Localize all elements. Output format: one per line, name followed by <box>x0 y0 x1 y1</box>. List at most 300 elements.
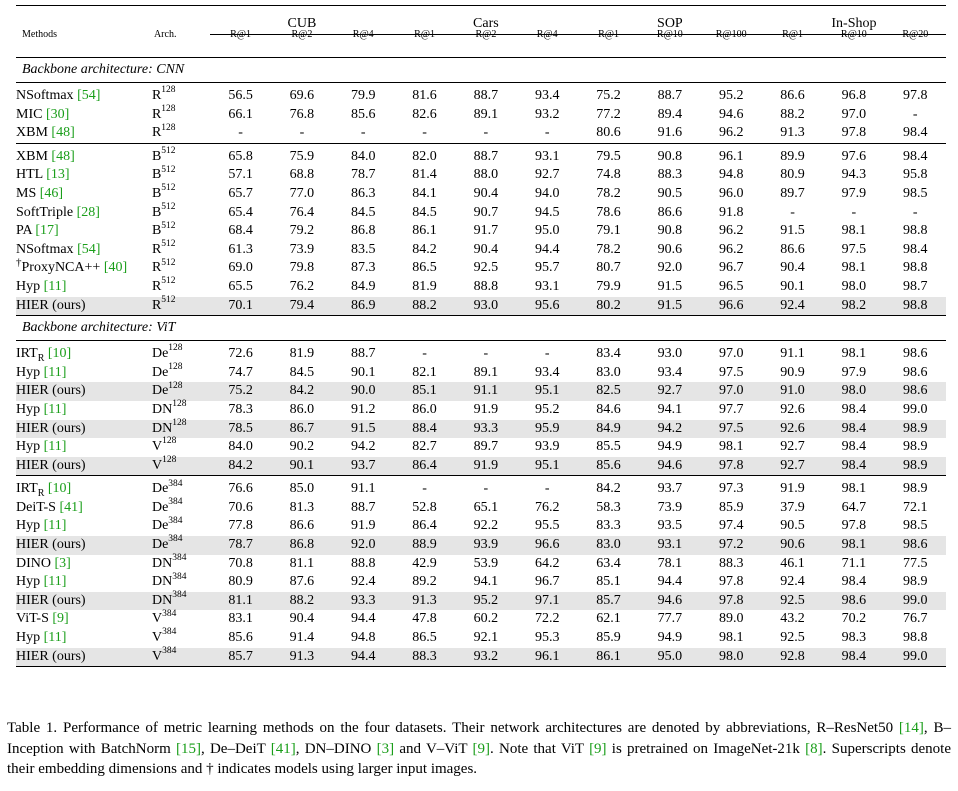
table-row <box>16 278 946 297</box>
citation-link[interactable]: [10] <box>47 346 72 362</box>
value-cell: 84.5 <box>412 204 437 220</box>
arch-name: DN <box>151 592 173 608</box>
value-cell: 93.0 <box>455 297 516 316</box>
method-cell <box>16 536 152 555</box>
method-name: HIER (ours) <box>16 297 86 313</box>
embedding-dim: 128 <box>161 85 176 96</box>
value-cell: 95.5 <box>534 518 560 534</box>
value-cell: 98.4 <box>903 241 928 257</box>
value-cell: 95.2 <box>534 401 560 417</box>
value-cell: 98.8 <box>885 297 946 316</box>
value-cell: 96.8 <box>823 83 884 106</box>
value-cell: 53.9 <box>473 555 499 571</box>
arch-name: V <box>151 630 163 646</box>
arch-cell <box>152 592 210 611</box>
embedding-dim: 512 <box>161 220 176 231</box>
value-cell: 86.4 <box>394 457 455 476</box>
value-cell: 95.1 <box>517 457 578 476</box>
caption-text: . Note that ViT <box>490 740 590 757</box>
method-name: HIER (ours) <box>16 383 86 399</box>
value-cell: 88.9 <box>394 536 455 555</box>
value-cell: 89.0 <box>718 611 744 627</box>
value-cell: 98.4 <box>885 143 946 166</box>
citation-link[interactable]: [48] <box>51 125 75 141</box>
value-cell: - <box>455 341 516 364</box>
value-cell: 93.9 <box>534 439 560 455</box>
value-cell: 88.0 <box>473 167 499 183</box>
value-cell: 77.5 <box>903 555 928 571</box>
method-name: Hyp <box>16 439 41 455</box>
value-cell: 92.0 <box>657 260 683 276</box>
method-name: HIER (ours) <box>16 648 86 664</box>
table-row <box>16 204 946 223</box>
method-cell <box>16 166 152 185</box>
value-cell: 90.6 <box>762 536 823 555</box>
value-cell: 98.7 <box>903 278 928 294</box>
value-cell: 73.9 <box>289 241 315 257</box>
value-cell: 52.8 <box>412 499 437 515</box>
value-cell: 88.8 <box>350 555 376 571</box>
value-cell: 86.0 <box>289 401 315 417</box>
value-cell: 91.9 <box>350 518 376 534</box>
value-cell: 98.4 <box>841 439 867 455</box>
value-cell: 86.6 <box>657 204 683 220</box>
value-cell: 92.4 <box>350 574 376 590</box>
value-cell: 94.4 <box>657 574 683 590</box>
method-cell <box>16 401 152 420</box>
value-cell: 89.7 <box>780 185 805 201</box>
value-cell: 88.2 <box>780 106 805 122</box>
value-cell: 91.9 <box>455 457 516 476</box>
dataset-header-cars: Cars <box>394 8 578 35</box>
table-row <box>16 106 946 125</box>
value-cell: 93.2 <box>455 648 516 667</box>
citation-link[interactable]: [54] <box>77 241 101 257</box>
citation-link[interactable]: [54] <box>77 88 101 103</box>
value-cell: 93.2 <box>534 106 560 122</box>
citation-link[interactable]: [11] <box>43 630 67 646</box>
citation-link[interactable]: [11] <box>43 439 67 455</box>
value-cell: 95.3 <box>534 630 560 646</box>
citation-link[interactable]: [3] <box>54 555 71 571</box>
method-cell <box>16 256 152 278</box>
value-cell: 98.1 <box>841 260 867 276</box>
method-name: Hyp <box>16 278 41 294</box>
value-cell: 85.1 <box>596 574 621 590</box>
citation-link[interactable]: [14] <box>898 720 924 736</box>
method-cell <box>16 648 152 667</box>
value-cell: - <box>394 124 455 143</box>
method-name: NSoftmax <box>16 88 74 103</box>
method-cell <box>16 83 152 106</box>
citation-link[interactable]: [11] <box>43 401 67 417</box>
citation-link[interactable]: [11] <box>43 518 67 534</box>
value-cell: 85.9 <box>596 630 621 646</box>
value-cell: 81.3 <box>289 499 315 515</box>
embedding-dim: 384 <box>168 497 183 508</box>
method-name: Hyp <box>16 364 41 380</box>
value-cell: 91.9 <box>762 476 823 499</box>
value-cell: 89.7 <box>473 439 499 455</box>
table-row <box>16 297 946 316</box>
table-row <box>16 185 946 204</box>
method-cell <box>16 499 152 518</box>
value-cell: 77.8 <box>228 518 253 534</box>
value-cell: 97.5 <box>718 364 744 380</box>
value-cell: 87.3 <box>350 260 376 276</box>
value-cell: 91.1 <box>333 476 394 499</box>
value-cell: 85.6 <box>578 457 639 476</box>
value-cell: 70.2 <box>841 611 867 627</box>
value-cell: - <box>455 124 516 143</box>
value-cell: 80.9 <box>228 574 253 590</box>
value-cell: 77.7 <box>657 611 683 627</box>
value-cell: 75.2 <box>210 382 271 401</box>
value-cell: 98.9 <box>903 439 928 455</box>
value-cell: 86.6 <box>780 241 805 257</box>
value-cell: 98.1 <box>718 439 744 455</box>
table-row <box>16 83 946 106</box>
value-cell: 76.6 <box>210 476 271 499</box>
value-cell: 92.0 <box>333 536 394 555</box>
value-cell: 74.7 <box>228 364 253 380</box>
value-cell: 78.1 <box>657 555 683 571</box>
value-cell: - <box>455 476 516 499</box>
value-cell: 97.8 <box>841 518 867 534</box>
value-cell: 92.7 <box>762 457 823 476</box>
results-table <box>16 8 946 667</box>
value-cell: 91.3 <box>271 648 332 667</box>
arch-name: De <box>151 537 169 553</box>
value-cell: 90.1 <box>780 278 805 294</box>
value-cell: 70.1 <box>210 297 271 316</box>
value-cell: 83.3 <box>596 518 621 534</box>
value-cell: 85.5 <box>596 439 621 455</box>
value-cell: - <box>271 124 332 143</box>
value-cell: 91.2 <box>350 401 376 417</box>
value-cell: 98.9 <box>903 574 928 590</box>
value-cell: 76.2 <box>534 499 560 515</box>
method-cell <box>16 143 152 166</box>
embedding-dim: 128 <box>168 343 183 354</box>
arch-cell <box>152 143 210 166</box>
value-cell: 91.9 <box>473 401 499 417</box>
value-cell: 98.4 <box>841 401 867 417</box>
value-cell: 98.2 <box>823 297 884 316</box>
value-cell: 78.2 <box>596 241 621 257</box>
metric-header: R@10 <box>840 29 867 40</box>
arch-name: De <box>151 346 169 362</box>
citation-link[interactable]: [3] <box>376 740 395 757</box>
citation-link[interactable]: [9] <box>589 740 607 757</box>
value-cell: 65.1 <box>473 499 499 515</box>
embedding-dim: 384 <box>172 590 187 601</box>
method-cell <box>16 297 152 316</box>
citation-link[interactable]: [11] <box>43 364 67 380</box>
value-cell: 98.5 <box>903 518 928 534</box>
citation-link[interactable]: [46] <box>39 185 64 201</box>
value-cell: 88.4 <box>394 420 455 439</box>
method-name: ProxyNCA++ <box>21 260 101 276</box>
section-header-row <box>16 58 946 83</box>
table-row <box>16 259 946 278</box>
value-cell: 78.6 <box>596 204 621 220</box>
value-cell: 98.9 <box>885 476 946 499</box>
value-cell: 56.5 <box>210 83 271 106</box>
value-cell: 88.3 <box>657 167 683 183</box>
value-cell: 84.2 <box>271 382 332 401</box>
method-subscript: R <box>37 352 45 364</box>
value-cell: 94.1 <box>657 401 683 417</box>
citation-link[interactable]: [11] <box>43 278 67 294</box>
value-cell: 64.2 <box>534 555 560 571</box>
method-cell <box>16 124 152 143</box>
value-cell: 91.0 <box>762 382 823 401</box>
value-cell: 91.3 <box>762 124 823 143</box>
value-cell: 96.6 <box>517 536 578 555</box>
value-cell: 62.1 <box>596 611 621 627</box>
value-cell: 72.2 <box>534 611 560 627</box>
arch-cell <box>152 222 210 241</box>
value-cell: 75.2 <box>578 83 639 106</box>
citation-link[interactable]: [10] <box>47 481 72 497</box>
value-cell: 86.6 <box>762 83 823 106</box>
arch-name: V <box>151 611 163 627</box>
value-cell: 68.8 <box>289 167 315 183</box>
value-cell: 88.7 <box>455 83 516 106</box>
value-cell: 93.1 <box>534 278 560 294</box>
method-cell <box>16 364 152 383</box>
citation-link[interactable]: [28] <box>76 204 100 220</box>
method-name: PA <box>16 223 32 239</box>
embedding-dim: 384 <box>168 478 183 489</box>
arch-name: R <box>151 297 162 313</box>
table-row <box>16 341 946 364</box>
metric-header: R@2 <box>291 29 313 40</box>
value-cell: 94.6 <box>639 457 700 476</box>
value-cell: 83.0 <box>596 364 621 380</box>
arch-cell <box>152 278 210 297</box>
value-cell: 80.7 <box>596 260 621 276</box>
value-cell: 91.5 <box>639 297 700 316</box>
value-cell: 84.5 <box>289 364 315 380</box>
value-cell: 87.6 <box>289 574 315 590</box>
value-cell: 98.6 <box>885 536 946 555</box>
value-cell: 85.6 <box>350 106 376 122</box>
method-name: HIER (ours) <box>16 457 86 473</box>
metric-header: R@1 <box>414 29 435 40</box>
section-label <box>16 316 946 341</box>
value-cell: 82.7 <box>412 439 437 455</box>
value-cell: 90.7 <box>473 204 499 220</box>
arch-name: DN <box>151 574 173 590</box>
value-cell: 86.8 <box>271 536 332 555</box>
citation-link[interactable]: [9] <box>472 740 491 757</box>
value-cell: 84.9 <box>350 278 376 294</box>
arch-name: De <box>151 481 169 497</box>
value-cell: 94.8 <box>718 167 744 183</box>
value-cell: 98.4 <box>823 457 884 476</box>
arch-name: B <box>151 223 162 239</box>
value-cell: 97.0 <box>701 382 762 401</box>
citation-link[interactable]: [40] <box>103 260 128 276</box>
section-label-name: : CNN <box>148 61 185 77</box>
value-cell: 97.7 <box>718 401 744 417</box>
method-cell <box>16 278 152 297</box>
value-cell: - <box>517 341 578 364</box>
value-cell: 97.4 <box>718 518 744 534</box>
metric-header: R@4 <box>536 29 558 40</box>
value-cell: - <box>912 106 918 122</box>
value-cell: 89.1 <box>473 106 499 122</box>
value-cell: 86.9 <box>333 297 394 316</box>
table-row <box>16 555 946 574</box>
value-cell: 43.2 <box>780 611 805 627</box>
value-cell: 94.6 <box>718 106 744 122</box>
value-cell: 98.4 <box>823 648 884 667</box>
value-cell: 90.0 <box>333 382 394 401</box>
value-cell: 97.6 <box>823 143 884 166</box>
value-cell: 84.0 <box>333 143 394 166</box>
citation-link[interactable]: [17] <box>35 223 59 239</box>
value-cell: 61.3 <box>228 241 253 257</box>
table-row <box>16 536 946 555</box>
arch-cell <box>152 401 210 420</box>
section-label <box>16 58 946 83</box>
arch-cell <box>151 201 210 223</box>
value-cell: 77.2 <box>596 106 621 122</box>
value-cell: 98.9 <box>885 457 946 476</box>
value-cell: 86.8 <box>350 223 376 239</box>
arch-cell <box>151 417 210 439</box>
citation-link[interactable]: [30] <box>45 106 70 122</box>
method-name: Hyp <box>16 401 41 417</box>
value-cell: 83.0 <box>578 536 639 555</box>
citation-link[interactable]: [8] <box>805 740 823 757</box>
method-cell <box>16 222 152 241</box>
value-cell: 98.0 <box>841 278 867 294</box>
value-cell: 74.8 <box>596 167 621 183</box>
value-cell: 81.4 <box>412 167 437 183</box>
caption-text: , B–Inception with BatchNorm <box>7 720 951 757</box>
value-cell: 97.9 <box>841 364 867 380</box>
embedding-dim: 512 <box>161 201 176 212</box>
arch-name: B <box>151 185 162 201</box>
embedding-dim: 128 <box>162 436 177 447</box>
method-name: SoftTriple <box>16 204 74 220</box>
value-cell: 97.5 <box>841 241 867 257</box>
value-cell: 98.4 <box>841 574 867 590</box>
arch-name: B <box>151 204 162 220</box>
dagger-mark: † <box>16 256 22 269</box>
value-cell: 94.4 <box>534 241 560 257</box>
arch-cell <box>151 294 210 316</box>
method-cell <box>16 106 152 125</box>
dataset-header-inshop: In-Shop <box>762 8 946 35</box>
method-cell <box>16 592 152 611</box>
arch-header: Arch. <box>153 29 177 40</box>
metric-header: R@2 <box>475 29 497 40</box>
arch-name: De <box>151 364 169 380</box>
arch-cell <box>152 629 210 648</box>
method-cell <box>16 517 152 536</box>
arch-name: De <box>151 499 169 515</box>
method-name: IRT <box>16 481 38 497</box>
value-cell: 84.2 <box>412 241 437 257</box>
value-cell: 92.5 <box>473 260 499 276</box>
value-cell: - <box>210 124 271 143</box>
value-cell: 86.4 <box>412 518 437 534</box>
arch-name: DN <box>151 420 173 436</box>
embedding-dim: 384 <box>168 534 183 545</box>
caption-text: and V–ViT <box>394 740 473 757</box>
caption-text: is pretrained on ImageNet-21k <box>606 740 806 757</box>
value-cell: 84.5 <box>350 204 376 220</box>
value-cell: 95.0 <box>534 223 560 239</box>
embedding-dim: 512 <box>161 146 176 157</box>
value-cell: 88.2 <box>271 592 332 611</box>
value-cell: 76.8 <box>289 106 315 122</box>
value-cell: 84.1 <box>412 185 437 201</box>
citation-link[interactable]: [15] <box>175 740 201 757</box>
value-cell: 81.1 <box>210 592 271 611</box>
value-cell: 98.9 <box>885 420 946 439</box>
value-cell: 93.9 <box>455 536 516 555</box>
value-cell: 79.9 <box>596 278 621 294</box>
method-cell <box>16 476 152 499</box>
embedding-dim: 384 <box>162 608 177 619</box>
arch-name: R <box>151 125 162 141</box>
value-cell: 42.9 <box>412 555 437 571</box>
value-cell: 93.4 <box>517 83 578 106</box>
value-cell: 72.1 <box>903 499 928 515</box>
table-row <box>16 124 946 143</box>
value-cell: 86.0 <box>412 401 437 417</box>
value-cell: 81.9 <box>412 278 437 294</box>
value-cell: 76.4 <box>289 204 315 220</box>
value-cell: - <box>333 124 394 143</box>
value-cell: 91.6 <box>639 124 700 143</box>
value-cell: 94.6 <box>639 592 700 611</box>
metric-header: R@100 <box>715 29 747 40</box>
value-cell: 81.6 <box>394 83 455 106</box>
value-cell: 97.1 <box>517 592 578 611</box>
value-cell: 95.0 <box>639 648 700 667</box>
citation-link[interactable]: [41] <box>270 740 296 757</box>
table-top-rule <box>16 5 946 6</box>
value-cell: 79.5 <box>578 143 639 166</box>
value-cell: 94.8 <box>350 630 376 646</box>
citation-link[interactable]: [41] <box>59 499 83 515</box>
table-row <box>16 401 946 420</box>
table-row <box>16 517 946 536</box>
citation-link[interactable]: [11] <box>43 574 67 590</box>
citation-link[interactable]: [48] <box>51 148 75 164</box>
value-cell: 65.4 <box>228 204 253 220</box>
value-cell: 82.0 <box>394 143 455 166</box>
citation-link[interactable]: [9] <box>52 611 69 627</box>
value-cell: 84.6 <box>596 401 621 417</box>
method-name: DeiT-S <box>16 499 56 515</box>
arch-name: De <box>151 383 169 399</box>
table-caption <box>7 718 951 780</box>
value-cell: 98.1 <box>823 341 884 364</box>
value-cell: 90.4 <box>473 185 499 201</box>
value-cell: 88.3 <box>394 648 455 667</box>
method-cell <box>16 629 152 648</box>
citation-link[interactable]: [13] <box>46 167 70 183</box>
section-label-name: : ViT <box>148 319 176 335</box>
